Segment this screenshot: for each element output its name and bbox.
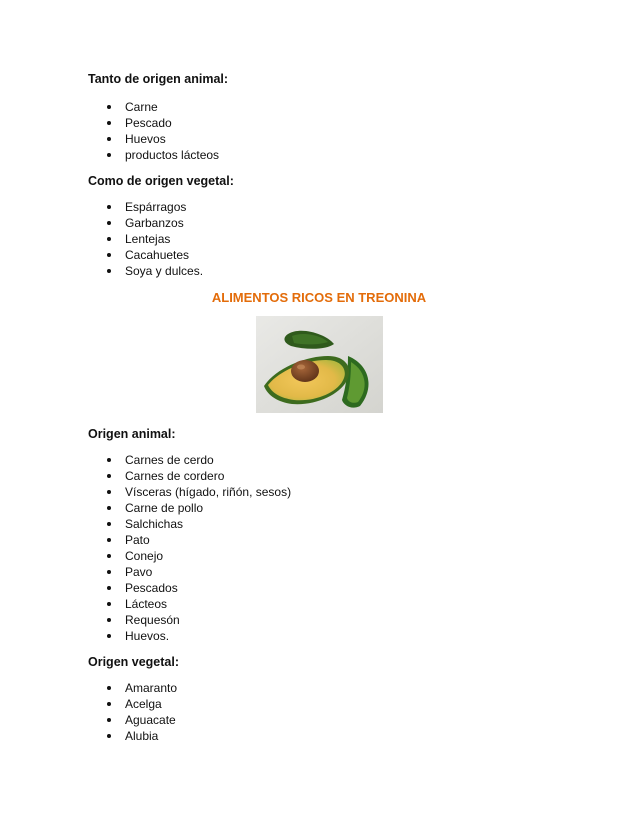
list-item: Huevos (88, 131, 219, 147)
list-item: Alubia (88, 728, 177, 744)
list-item: Aguacate (88, 712, 177, 728)
list-item: Carne de pollo (88, 500, 291, 516)
list-item: Soya y dulces. (88, 263, 203, 279)
list-item: Conejo (88, 548, 291, 564)
vegetal-origin-heading: Como de origen vegetal: (88, 174, 234, 188)
list-item: Vísceras (hígado, riñón, sesos) (88, 484, 291, 500)
list-item: productos lácteos (88, 147, 219, 163)
list-item: Garbanzos (88, 215, 203, 231)
list-item: Pescado (88, 115, 219, 131)
animal-origin-heading: Tanto de origen animal: (88, 72, 229, 86)
list-item: Carne (88, 99, 219, 115)
list-item: Pavo (88, 564, 291, 580)
list-item: Lácteos (88, 596, 291, 612)
list-item: Pato (88, 532, 291, 548)
list-item: Carnes de cerdo (88, 452, 291, 468)
list-item: Espárragos (88, 199, 203, 215)
list-item: Carnes de cordero (88, 468, 291, 484)
animal-origin-list-2 (88, 452, 291, 644)
vegetal-origin-heading-2: Origen vegetal: (88, 655, 179, 669)
vegetal-origin-list-2 (88, 680, 177, 744)
animal-origin-heading-2: Origen animal: (88, 427, 176, 441)
list-item: Salchichas (88, 516, 291, 532)
list-item: Acelga (88, 696, 177, 712)
avocado-image (256, 316, 383, 413)
vegetal-origin-list (88, 199, 203, 279)
animal-origin-list (88, 99, 219, 163)
section-title: ALIMENTOS RICOS EN TREONINA (211, 290, 427, 305)
list-item: Pescados (88, 580, 291, 596)
list-item: Huevos. (88, 628, 291, 644)
list-item: Amaranto (88, 680, 177, 696)
list-item: Requesón (88, 612, 291, 628)
list-item: Lentejas (88, 231, 203, 247)
list-item: Cacahuetes (88, 247, 203, 263)
